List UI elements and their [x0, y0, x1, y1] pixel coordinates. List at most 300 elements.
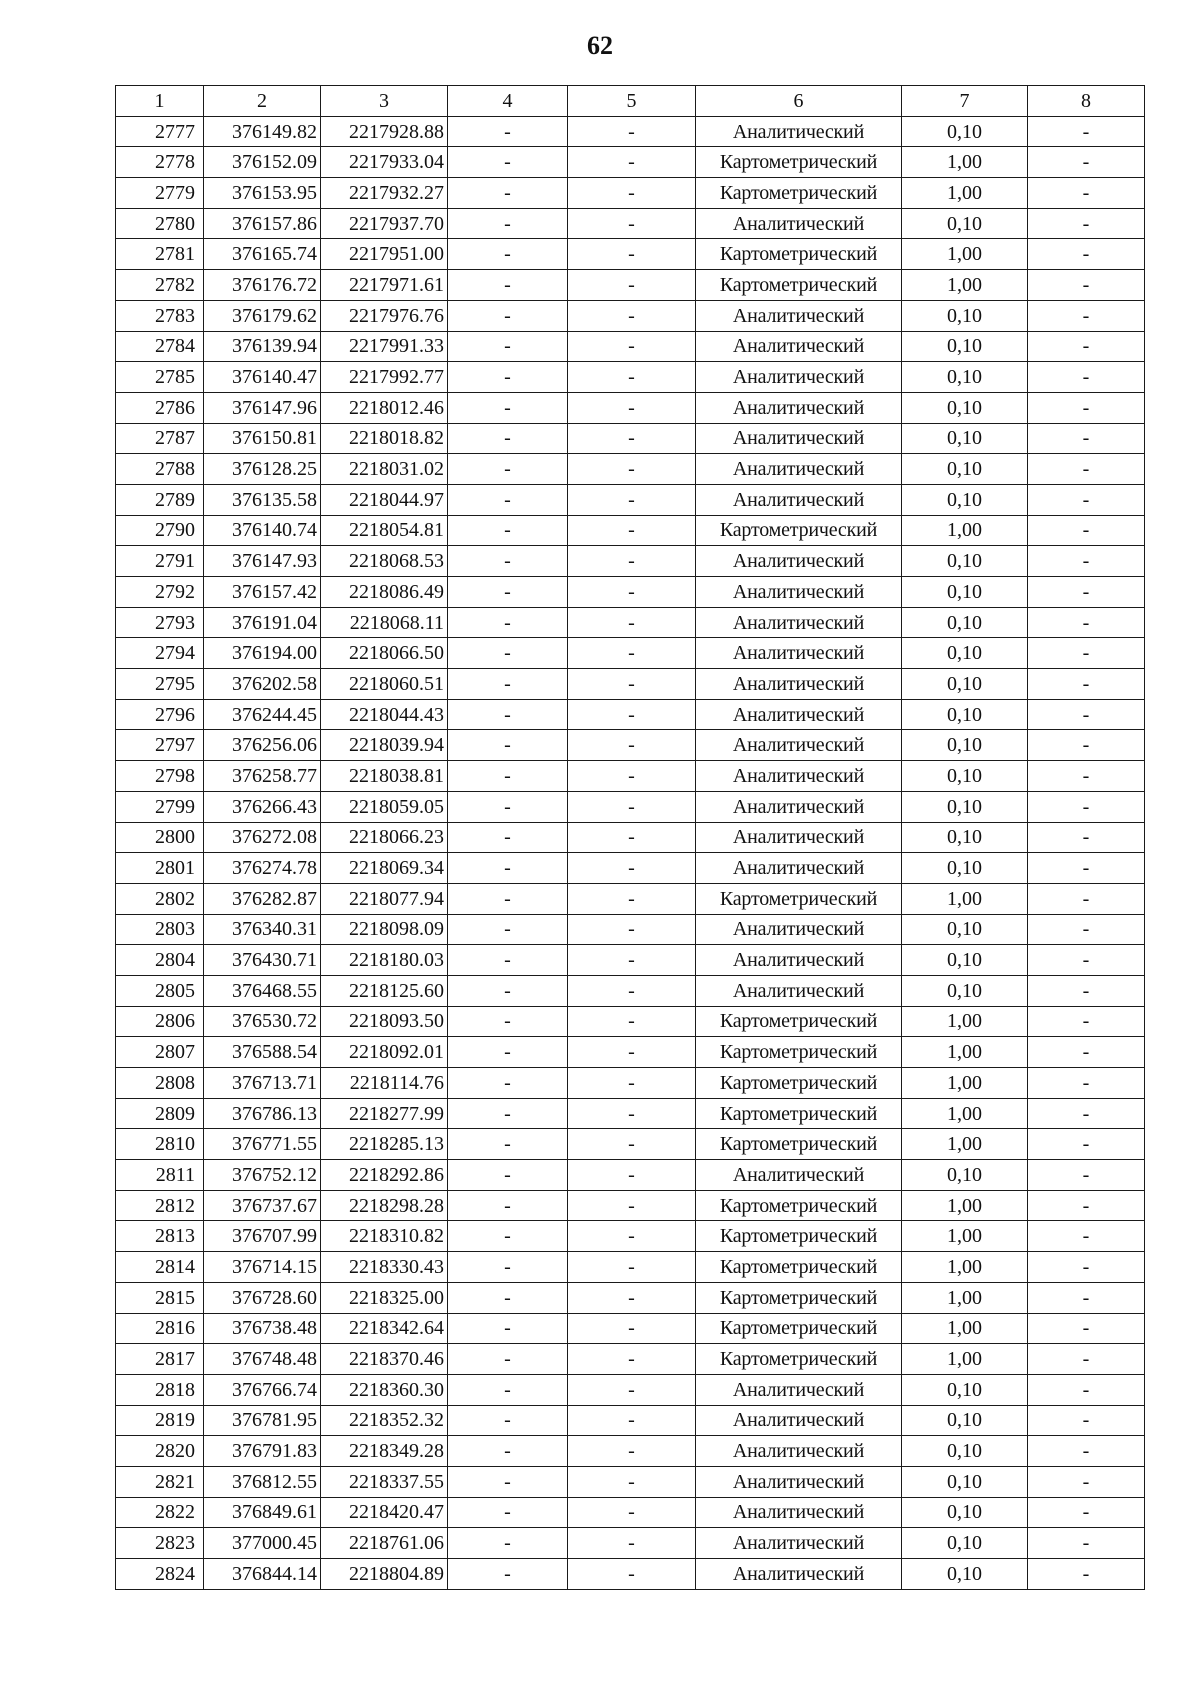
x-coordinate-cell: 376176.72 [204, 270, 321, 301]
table-row [116, 1037, 1145, 1068]
column-5-cell: - [568, 208, 696, 239]
column-8-cell: - [1028, 178, 1145, 209]
column-8-cell: - [1028, 1190, 1145, 1221]
column-8-cell: - [1028, 883, 1145, 914]
method-cell: Картометрический [696, 883, 902, 914]
x-coordinate-cell: 376791.83 [204, 1436, 321, 1467]
column-8-cell: - [1028, 1374, 1145, 1405]
accuracy-cell: 0,10 [902, 853, 1028, 884]
column-8-cell: - [1028, 392, 1145, 423]
column-5-cell: - [568, 1466, 696, 1497]
y-coordinate-cell: 2218352.32 [321, 1405, 448, 1436]
method-cell: Аналитический [696, 546, 902, 577]
column-8-cell: - [1028, 546, 1145, 577]
column-4-cell: - [448, 1252, 568, 1283]
y-coordinate-cell: 2218285.13 [321, 1129, 448, 1160]
method-cell: Аналитический [696, 914, 902, 945]
y-coordinate-cell: 2218337.55 [321, 1466, 448, 1497]
accuracy-cell: 0,10 [902, 730, 1028, 761]
accuracy-cell: 0,10 [902, 1374, 1028, 1405]
accuracy-cell: 1,00 [902, 1098, 1028, 1129]
point-number-cell: 2822 [116, 1497, 204, 1528]
column-4-cell: - [448, 607, 568, 638]
method-cell: Картометрический [696, 1098, 902, 1129]
x-coordinate-cell: 376737.67 [204, 1190, 321, 1221]
method-cell: Аналитический [696, 362, 902, 393]
method-cell: Аналитический [696, 208, 902, 239]
column-4-cell: - [448, 116, 568, 147]
y-coordinate-cell: 2217937.70 [321, 208, 448, 239]
column-4-cell: - [448, 515, 568, 546]
column-8-cell: - [1028, 1344, 1145, 1375]
y-coordinate-cell: 2218093.50 [321, 1006, 448, 1037]
table-row [116, 1190, 1145, 1221]
column-5-cell: - [568, 1006, 696, 1037]
x-coordinate-cell: 376140.74 [204, 515, 321, 546]
accuracy-cell: 1,00 [902, 883, 1028, 914]
method-cell: Картометрический [696, 1068, 902, 1099]
point-number-cell: 2780 [116, 208, 204, 239]
point-number-cell: 2789 [116, 484, 204, 515]
column-8-cell: - [1028, 1313, 1145, 1344]
method-cell: Аналитический [696, 392, 902, 423]
method-cell: Картометрический [696, 1037, 902, 1068]
table-body [116, 116, 1145, 1589]
column-4-cell: - [448, 1160, 568, 1191]
column-8-cell: - [1028, 1282, 1145, 1313]
point-number-cell: 2800 [116, 822, 204, 853]
column-8-cell: - [1028, 270, 1145, 301]
column-4-cell: - [448, 331, 568, 362]
column-5-cell: - [568, 147, 696, 178]
column-5-cell: - [568, 914, 696, 945]
column-4-cell: - [448, 300, 568, 331]
y-coordinate-cell: 2218342.64 [321, 1313, 448, 1344]
x-coordinate-cell: 376135.58 [204, 484, 321, 515]
method-cell: Аналитический [696, 1374, 902, 1405]
table-row [116, 1497, 1145, 1528]
y-coordinate-cell: 2218068.11 [321, 607, 448, 638]
y-coordinate-cell: 2218761.06 [321, 1528, 448, 1559]
accuracy-cell: 0,10 [902, 1405, 1028, 1436]
column-4-cell: - [448, 1037, 568, 1068]
column-8-cell: - [1028, 1466, 1145, 1497]
y-coordinate-cell: 2218066.23 [321, 822, 448, 853]
accuracy-cell: 0,10 [902, 699, 1028, 730]
y-coordinate-cell: 2218012.46 [321, 392, 448, 423]
column-8-cell: - [1028, 1037, 1145, 1068]
accuracy-cell: 1,00 [902, 1313, 1028, 1344]
table-row [116, 577, 1145, 608]
column-4-cell: - [448, 1405, 568, 1436]
column-4-cell: - [448, 1190, 568, 1221]
column-5-cell: - [568, 1282, 696, 1313]
method-cell: Картометрический [696, 1313, 902, 1344]
accuracy-cell: 1,00 [902, 1068, 1028, 1099]
column-4-cell: - [448, 1221, 568, 1252]
point-number-cell: 2806 [116, 1006, 204, 1037]
method-cell: Картометрический [696, 239, 902, 270]
table-row [116, 975, 1145, 1006]
column-4-cell: - [448, 1528, 568, 1559]
column-8-cell: - [1028, 914, 1145, 945]
method-cell: Аналитический [696, 853, 902, 884]
column-5-cell: - [568, 1068, 696, 1099]
point-number-cell: 2815 [116, 1282, 204, 1313]
column-5-cell: - [568, 546, 696, 577]
method-cell: Аналитический [696, 1559, 902, 1590]
table-row [116, 1068, 1145, 1099]
column-header-7: 7 [902, 86, 1028, 117]
y-coordinate-cell: 2217933.04 [321, 147, 448, 178]
y-coordinate-cell: 2217971.61 [321, 270, 448, 301]
table-row [116, 270, 1145, 301]
method-cell: Картометрический [696, 270, 902, 301]
method-cell: Аналитический [696, 300, 902, 331]
point-number-cell: 2813 [116, 1221, 204, 1252]
x-coordinate-cell: 376812.55 [204, 1466, 321, 1497]
column-8-cell: - [1028, 730, 1145, 761]
method-cell: Аналитический [696, 699, 902, 730]
x-coordinate-cell: 376714.15 [204, 1252, 321, 1283]
y-coordinate-cell: 2217928.88 [321, 116, 448, 147]
accuracy-cell: 1,00 [902, 239, 1028, 270]
column-5-cell: - [568, 1374, 696, 1405]
accuracy-cell: 0,10 [902, 1436, 1028, 1467]
table-row [116, 1221, 1145, 1252]
column-8-cell: - [1028, 607, 1145, 638]
x-coordinate-cell: 376194.00 [204, 638, 321, 669]
method-cell: Аналитический [696, 638, 902, 669]
accuracy-cell: 0,10 [902, 761, 1028, 792]
table-row [116, 1405, 1145, 1436]
point-number-cell: 2791 [116, 546, 204, 577]
point-number-cell: 2787 [116, 423, 204, 454]
x-coordinate-cell: 376179.62 [204, 300, 321, 331]
accuracy-cell: 1,00 [902, 1006, 1028, 1037]
accuracy-cell: 0,10 [902, 546, 1028, 577]
column-4-cell: - [448, 1313, 568, 1344]
point-number-cell: 2788 [116, 454, 204, 485]
column-4-cell: - [448, 975, 568, 1006]
method-cell: Аналитический [696, 761, 902, 792]
table-row [116, 1129, 1145, 1160]
y-coordinate-cell: 2217976.76 [321, 300, 448, 331]
method-cell: Картометрический [696, 1252, 902, 1283]
y-coordinate-cell: 2218054.81 [321, 515, 448, 546]
column-4-cell: - [448, 1098, 568, 1129]
y-coordinate-cell: 2218066.50 [321, 638, 448, 669]
table-row [116, 1252, 1145, 1283]
accuracy-cell: 0,10 [902, 1160, 1028, 1191]
table-row [116, 822, 1145, 853]
y-coordinate-cell: 2218804.89 [321, 1559, 448, 1590]
table-row [116, 392, 1145, 423]
table-row [116, 791, 1145, 822]
method-cell: Аналитический [696, 331, 902, 362]
column-4-cell: - [448, 270, 568, 301]
table-row [116, 1528, 1145, 1559]
column-8-cell: - [1028, 1559, 1145, 1590]
point-number-cell: 2810 [116, 1129, 204, 1160]
point-number-cell: 2790 [116, 515, 204, 546]
y-coordinate-cell: 2218349.28 [321, 1436, 448, 1467]
point-number-cell: 2785 [116, 362, 204, 393]
column-5-cell: - [568, 761, 696, 792]
method-cell: Аналитический [696, 607, 902, 638]
method-cell: Аналитический [696, 945, 902, 976]
column-8-cell: - [1028, 975, 1145, 1006]
column-4-cell: - [448, 1374, 568, 1405]
point-number-cell: 2799 [116, 791, 204, 822]
y-coordinate-cell: 2218031.02 [321, 454, 448, 485]
x-coordinate-cell: 376430.71 [204, 945, 321, 976]
y-coordinate-cell: 2218180.03 [321, 945, 448, 976]
method-cell: Картометрический [696, 1221, 902, 1252]
x-coordinate-cell: 376340.31 [204, 914, 321, 945]
accuracy-cell: 0,10 [902, 577, 1028, 608]
column-5-cell: - [568, 791, 696, 822]
point-number-cell: 2803 [116, 914, 204, 945]
column-5-cell: - [568, 1436, 696, 1467]
x-coordinate-cell: 376588.54 [204, 1037, 321, 1068]
column-5-cell: - [568, 331, 696, 362]
x-coordinate-cell: 376282.87 [204, 883, 321, 914]
x-coordinate-cell: 376748.48 [204, 1344, 321, 1375]
x-coordinate-cell: 376139.94 [204, 331, 321, 362]
x-coordinate-cell: 376258.77 [204, 761, 321, 792]
y-coordinate-cell: 2218325.00 [321, 1282, 448, 1313]
table-row [116, 178, 1145, 209]
column-5-cell: - [568, 1160, 696, 1191]
method-cell: Картометрический [696, 1190, 902, 1221]
method-cell: Аналитический [696, 1497, 902, 1528]
column-5-cell: - [568, 239, 696, 270]
column-8-cell: - [1028, 423, 1145, 454]
y-coordinate-cell: 2218277.99 [321, 1098, 448, 1129]
column-4-cell: - [448, 791, 568, 822]
x-coordinate-cell: 376738.48 [204, 1313, 321, 1344]
point-number-cell: 2811 [116, 1160, 204, 1191]
accuracy-cell: 0,10 [902, 914, 1028, 945]
method-cell: Аналитический [696, 116, 902, 147]
column-header-4: 4 [448, 86, 568, 117]
x-coordinate-cell: 376849.61 [204, 1497, 321, 1528]
table-row [116, 638, 1145, 669]
column-8-cell: - [1028, 484, 1145, 515]
column-8-cell: - [1028, 1221, 1145, 1252]
point-number-cell: 2802 [116, 883, 204, 914]
y-coordinate-cell: 2218125.60 [321, 975, 448, 1006]
column-4-cell: - [448, 546, 568, 577]
x-coordinate-cell: 376728.60 [204, 1282, 321, 1313]
point-number-cell: 2805 [116, 975, 204, 1006]
table-row [116, 1282, 1145, 1313]
column-4-cell: - [448, 822, 568, 853]
point-number-cell: 2778 [116, 147, 204, 178]
table-row [116, 607, 1145, 638]
column-8-cell: - [1028, 669, 1145, 700]
table-row [116, 239, 1145, 270]
column-5-cell: - [568, 669, 696, 700]
table-row [116, 1344, 1145, 1375]
accuracy-cell: 1,00 [902, 1037, 1028, 1068]
column-5-cell: - [568, 392, 696, 423]
column-5-cell: - [568, 1252, 696, 1283]
x-coordinate-cell: 376150.81 [204, 423, 321, 454]
table-row [116, 945, 1145, 976]
column-8-cell: - [1028, 1528, 1145, 1559]
x-coordinate-cell: 376165.74 [204, 239, 321, 270]
y-coordinate-cell: 2217992.77 [321, 362, 448, 393]
column-8-cell: - [1028, 239, 1145, 270]
column-8-cell: - [1028, 1405, 1145, 1436]
column-5-cell: - [568, 1497, 696, 1528]
x-coordinate-cell: 376147.93 [204, 546, 321, 577]
y-coordinate-cell: 2218360.30 [321, 1374, 448, 1405]
column-5-cell: - [568, 1221, 696, 1252]
y-coordinate-cell: 2218310.82 [321, 1221, 448, 1252]
point-number-cell: 2796 [116, 699, 204, 730]
table-row [116, 116, 1145, 147]
x-coordinate-cell: 377000.45 [204, 1528, 321, 1559]
column-8-cell: - [1028, 1436, 1145, 1467]
table-row [116, 699, 1145, 730]
point-number-cell: 2819 [116, 1405, 204, 1436]
x-coordinate-cell: 376707.99 [204, 1221, 321, 1252]
column-header-3: 3 [321, 86, 448, 117]
accuracy-cell: 0,10 [902, 1528, 1028, 1559]
column-5-cell: - [568, 975, 696, 1006]
x-coordinate-cell: 376256.06 [204, 730, 321, 761]
column-8-cell: - [1028, 515, 1145, 546]
point-number-cell: 2793 [116, 607, 204, 638]
table-row [116, 147, 1145, 178]
point-number-cell: 2814 [116, 1252, 204, 1283]
column-5-cell: - [568, 853, 696, 884]
table-row [116, 423, 1145, 454]
x-coordinate-cell: 376786.13 [204, 1098, 321, 1129]
x-coordinate-cell: 376274.78 [204, 853, 321, 884]
table-row [116, 669, 1145, 700]
x-coordinate-cell: 376781.95 [204, 1405, 321, 1436]
column-8-cell: - [1028, 822, 1145, 853]
accuracy-cell: 0,10 [902, 638, 1028, 669]
column-5-cell: - [568, 484, 696, 515]
column-4-cell: - [448, 1436, 568, 1467]
column-4-cell: - [448, 1129, 568, 1160]
table-row [116, 454, 1145, 485]
point-number-cell: 2786 [116, 392, 204, 423]
column-5-cell: - [568, 270, 696, 301]
y-coordinate-cell: 2218086.49 [321, 577, 448, 608]
column-8-cell: - [1028, 208, 1145, 239]
column-4-cell: - [448, 208, 568, 239]
column-4-cell: - [448, 914, 568, 945]
table-row [116, 1559, 1145, 1590]
x-coordinate-cell: 376766.74 [204, 1374, 321, 1405]
table-row [116, 730, 1145, 761]
table-row [116, 1374, 1145, 1405]
column-5-cell: - [568, 730, 696, 761]
column-header-5: 5 [568, 86, 696, 117]
method-cell: Аналитический [696, 822, 902, 853]
y-coordinate-cell: 2218077.94 [321, 883, 448, 914]
accuracy-cell: 1,00 [902, 1190, 1028, 1221]
column-4-cell: - [448, 1497, 568, 1528]
column-8-cell: - [1028, 638, 1145, 669]
column-8-cell: - [1028, 1068, 1145, 1099]
x-coordinate-cell: 376149.82 [204, 116, 321, 147]
column-5-cell: - [568, 883, 696, 914]
x-coordinate-cell: 376128.25 [204, 454, 321, 485]
accuracy-cell: 1,00 [902, 1129, 1028, 1160]
point-number-cell: 2777 [116, 116, 204, 147]
point-number-cell: 2782 [116, 270, 204, 301]
method-cell: Аналитический [696, 669, 902, 700]
accuracy-cell: 1,00 [902, 1344, 1028, 1375]
column-5-cell: - [568, 1528, 696, 1559]
method-cell: Аналитический [696, 791, 902, 822]
column-4-cell: - [448, 699, 568, 730]
accuracy-cell: 1,00 [902, 147, 1028, 178]
accuracy-cell: 0,10 [902, 945, 1028, 976]
x-coordinate-cell: 376530.72 [204, 1006, 321, 1037]
column-5-cell: - [568, 1037, 696, 1068]
column-8-cell: - [1028, 577, 1145, 608]
table-row [116, 1160, 1145, 1191]
column-5-cell: - [568, 1405, 696, 1436]
x-coordinate-cell: 376713.71 [204, 1068, 321, 1099]
method-cell: Картометрический [696, 515, 902, 546]
point-number-cell: 2783 [116, 300, 204, 331]
column-4-cell: - [448, 178, 568, 209]
y-coordinate-cell: 2218060.51 [321, 669, 448, 700]
column-8-cell: - [1028, 1252, 1145, 1283]
method-cell: Аналитический [696, 1436, 902, 1467]
table-row [116, 853, 1145, 884]
column-4-cell: - [448, 239, 568, 270]
accuracy-cell: 0,10 [902, 975, 1028, 1006]
accuracy-cell: 0,10 [902, 822, 1028, 853]
y-coordinate-cell: 2217951.00 [321, 239, 448, 270]
x-coordinate-cell: 376244.45 [204, 699, 321, 730]
accuracy-cell: 0,10 [902, 454, 1028, 485]
accuracy-cell: 0,10 [902, 331, 1028, 362]
column-5-cell: - [568, 607, 696, 638]
column-5-cell: - [568, 116, 696, 147]
column-5-cell: - [568, 1098, 696, 1129]
y-coordinate-cell: 2218098.09 [321, 914, 448, 945]
y-coordinate-cell: 2218114.76 [321, 1068, 448, 1099]
y-coordinate-cell: 2218018.82 [321, 423, 448, 454]
method-cell: Аналитический [696, 423, 902, 454]
method-cell: Аналитический [696, 484, 902, 515]
y-coordinate-cell: 2218059.05 [321, 791, 448, 822]
x-coordinate-cell: 376844.14 [204, 1559, 321, 1590]
column-5-cell: - [568, 1313, 696, 1344]
x-coordinate-cell: 376147.96 [204, 392, 321, 423]
column-5-cell: - [568, 577, 696, 608]
table-row [116, 331, 1145, 362]
column-4-cell: - [448, 761, 568, 792]
column-4-cell: - [448, 362, 568, 393]
column-8-cell: - [1028, 699, 1145, 730]
column-5-cell: - [568, 638, 696, 669]
x-coordinate-cell: 376157.42 [204, 577, 321, 608]
table-row [116, 208, 1145, 239]
x-coordinate-cell: 376157.86 [204, 208, 321, 239]
